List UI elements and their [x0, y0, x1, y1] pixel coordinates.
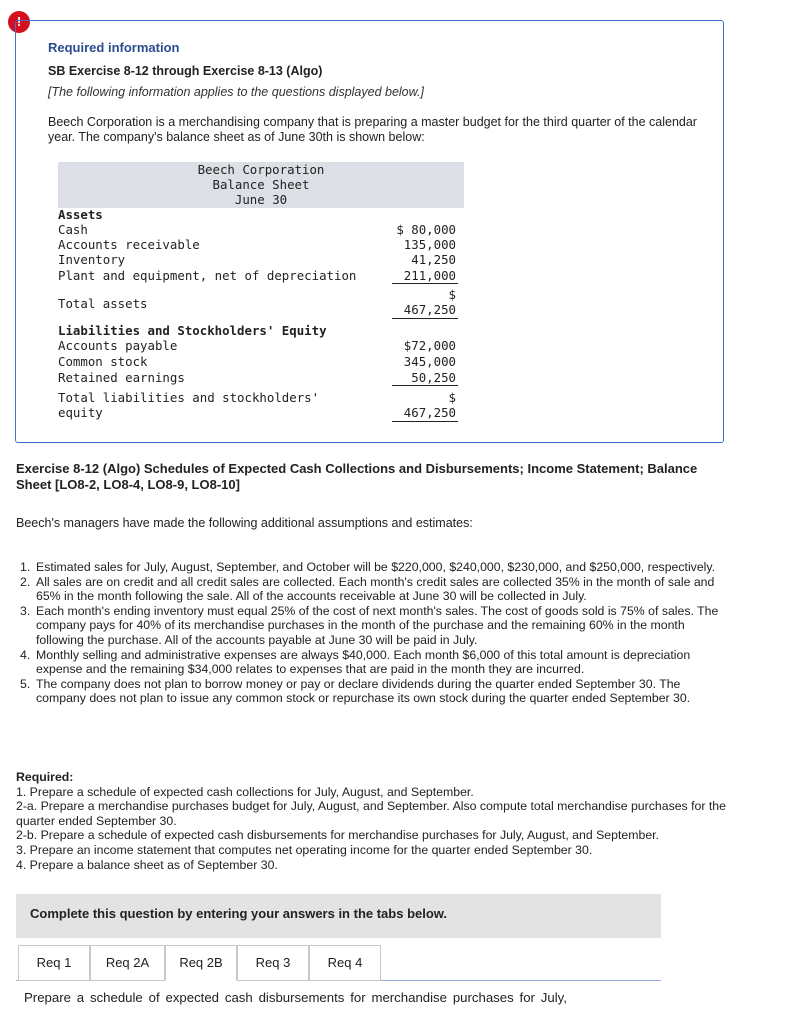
bs-row-value: 50,250 — [411, 370, 456, 385]
exercise-title: Exercise 8-12 (Algo) Schedules of Expected Cash Collections and Disbursements; Income Statement; Balance Sheet [LO8-2, LO8-4, LO8-9, LO8-10] — [16, 461, 698, 492]
double-underline — [392, 421, 458, 422]
list-item — [18, 575, 730, 604]
info-note: [The following information applies to the questions displayed below.] — [48, 85, 424, 99]
item-number: 4. — [20, 647, 31, 662]
requirement-item: 2-b. Prepare a schedule of expected cash disbursements for merchandise purchases for July, August, and September. — [16, 828, 659, 843]
double-underline — [392, 318, 458, 319]
bs-row-value: 135,000 — [403, 237, 456, 252]
requirements-section — [16, 770, 731, 872]
balance-sheet-header — [58, 162, 464, 208]
tab-req-2b[interactable]: Req 2B — [165, 945, 237, 981]
underline — [392, 283, 458, 284]
balance-sheet-table — [58, 162, 464, 420]
required-heading: Required: — [16, 770, 74, 784]
assets-heading: Assets — [58, 207, 103, 222]
bs-row-label: Inventory — [58, 252, 126, 267]
total-liab-value: 467,250 — [403, 405, 456, 420]
underline — [392, 385, 458, 386]
total-assets-value: 467,250 — [403, 302, 456, 317]
item-text: All sales are on credit and all credit sales are collected. Each month's credit sales are collected 35% in the month of sale and 65% in the month following the sale. All of the accounts receivable at June 30 will be collected in July. — [36, 574, 715, 604]
list-item — [18, 677, 730, 706]
bs-statement: Balance Sheet — [212, 177, 310, 192]
requirement-item: 2-a. Prepare a merchandise purchases budget for July, August, and September. Also compute total merchandise purchases for the quarter ended September 30. — [16, 799, 726, 828]
item-number: 5. — [20, 676, 31, 691]
exercise-subtitle: Beech's managers have made the following additional assumptions and estimates: — [16, 516, 473, 530]
bs-date: June 30 — [234, 192, 288, 207]
list-item — [18, 604, 730, 648]
item-text: Monthly selling and administrative expenses are always $40,000. Each month $6,000 of this total amount is depreciation expense and the remaining $34,000 relates to expenses that are paid in the month they are incurred. — [36, 647, 691, 677]
bs-row-label: Retained earnings — [58, 370, 185, 385]
tab-req-2a[interactable]: Req 2A — [90, 945, 165, 981]
total-liab-symbol: $ — [448, 390, 456, 405]
item-number: 2. — [20, 574, 31, 589]
intro-paragraph: Beech Corporation is a merchandising company that is preparing a master budget for the third quarter of the calendar year. The company's balance sheet as of June 30th is shown below: — [48, 115, 697, 144]
bs-row-label: Accounts receivable — [58, 237, 200, 252]
tab-req-4[interactable]: Req 4 — [309, 945, 381, 981]
item-number: 3. — [20, 603, 31, 618]
bs-row-label: Plant and equipment, net of depreciation — [58, 268, 357, 283]
assumptions-list — [18, 560, 730, 706]
bs-row-value: 345,000 — [403, 354, 456, 369]
item-text: The company does not plan to borrow money or pay or declare dividends during the quarter ended September 30. The company does not plan to issue any common stock or repurchase its own stock during the quarter ended September 30. — [36, 676, 691, 706]
bs-row-value: 211,000 — [403, 268, 456, 283]
required-info-heading: Required information — [48, 40, 180, 55]
tab-req-1[interactable]: Req 1 — [18, 945, 90, 981]
item-text: Each month's ending inventory must equal 25% of the cost of next month's sales. The cost of goods sold is 75% of sales. The company pays for 40% of its merchandise purchases in the month of the purchase and the remaining 60% in the month following the purchase. All of the accounts payable at June 30 will be paid in July. — [36, 603, 719, 647]
bs-company: Beech Corporation — [197, 162, 325, 177]
exercise-range-title: SB Exercise 8-12 through Exercise 8-13 (Algo) — [48, 64, 323, 78]
bs-row-value: $ 80,000 — [396, 222, 456, 237]
bs-row-value: 41,250 — [411, 252, 456, 267]
bs-row-value: $72,000 — [403, 338, 456, 353]
item-text: Estimated sales for July, August, September, and October will be $220,000, $240,000, $230,000, and $250,000, respectively. — [36, 560, 716, 574]
bs-row-label: Cash — [58, 222, 88, 237]
tab-instruction: Prepare a schedule of expected cash disbursements for merchandise purchases for July, — [24, 990, 567, 1005]
total-assets-symbol: $ — [448, 287, 456, 302]
alert-icon: ! — [8, 11, 30, 33]
complete-question-banner: Complete this question by entering your answers in the tabs below. — [16, 894, 661, 938]
bs-row-label: Accounts payable — [58, 338, 178, 353]
total-assets-label: Total assets — [58, 296, 148, 311]
list-item — [18, 648, 730, 677]
total-liab-label-line2: equity — [58, 405, 103, 420]
list-item — [18, 560, 730, 575]
bs-row-label: Common stock — [58, 354, 148, 369]
requirement-item: 1. Prepare a schedule of expected cash collections for July, August, and September. — [16, 784, 474, 799]
total-liab-label-line1: Total liabilities and stockholders' — [58, 390, 320, 405]
item-number: 1. — [20, 560, 31, 574]
requirement-item: 4. Prepare a balance sheet as of September 30. — [16, 857, 278, 872]
requirement-item: 3. Prepare an income statement that computes net operating income for the quarter ended September 30. — [16, 842, 593, 857]
tab-req-3[interactable]: Req 3 — [237, 945, 309, 981]
liabilities-heading: Liabilities and Stockholders' Equity — [58, 323, 327, 338]
